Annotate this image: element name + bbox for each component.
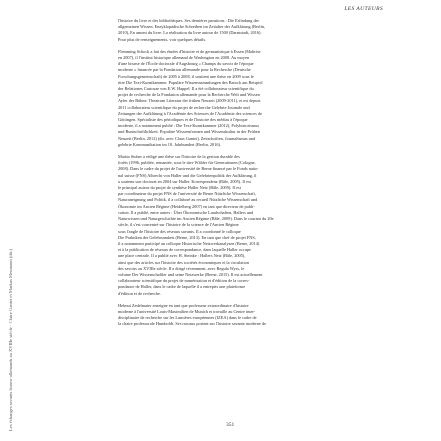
- text-line: projet de recherche de la Fondation allemande pour la Recherche Welt und Wissen: [118, 92, 260, 98]
- text-line: volume Der Wissenschaftler und seine Netzwerke (Berne, 2015). Il est actuellement: [118, 271, 263, 277]
- paragraph-3: [118, 154, 338, 297]
- text-line: pondance de Haller, dans le cadre de laquelle il a entrepris une plateforme: [118, 284, 246, 290]
- text-line: Ayfer der Bühne. Theatrum Literatur der frühen Neuzeit (2009-2011), et est depuis: [118, 98, 261, 104]
- text-line: cation. Il a publié, entre autres : Über Ökonomische Landschaften, Hallers und: [118, 209, 254, 215]
- text-line: Zeitungen der Aufklärung à l'Académie des Sciences de l'Académie des sciences de: [118, 110, 262, 116]
- text-column: [118, 18, 338, 334]
- text-line: ainsi que des articles sur l'histoire des sociétés économiques et la circulation: [118, 259, 249, 265]
- text-line: collaborateur scientifique du projet de numérisation et d'édition de la corres-: [118, 278, 250, 284]
- text-line: moderne, il a notamment publié : Die Text-Kunstkammer (2012), Polyhistorismus: [118, 123, 260, 129]
- text-line: 2011 collaborateur scientifique du projet de recherche Gelehrte Journale und: [118, 104, 250, 110]
- text-line: le principal auteur du projet de synthèse Haller Netz (Bâle, 2009). Il est: [118, 185, 241, 191]
- text-line: der Relationes Curiosae von E.W. Happel. Il a été collaborateur scientifique du: [118, 86, 254, 92]
- page-number: 351: [226, 422, 235, 428]
- text-line: moderne » financée par la Fondation allemande pour la Recherche (Deutsche: [118, 67, 251, 73]
- text-line: moderne à l'université Louis-Maximilien de Munich et travaille au Centre inter-: [118, 308, 256, 314]
- text-line: l'histoire du livre et des bibliothèques. Ses dernières parutions : Die Erfindung der: [118, 18, 259, 23]
- text-line: Naturwissen und Naturgeschichte im Ancien Régime (Bâle, 2009). Dans le courant du 20e: [118, 216, 274, 222]
- text-line: Helmut Zedelmaier enseigne en tant que professeur extraordinaire d'histoire: [118, 302, 249, 308]
- text-line: Flemming Schock a fait des études d'histoire et de germanistique à Essen (Maîtrise: [118, 48, 261, 54]
- text-line: en 2007), il l'institut historique allemand de Washington en 2008. Au moyen: [118, 55, 250, 61]
- text-line: Forschungsgemeinschaft) de 2005 à 2008, il soutient une thèse en 2009 sous le: [118, 73, 254, 79]
- paragraph-2: [118, 49, 338, 148]
- text-line: Pour plus de renseignements, voir quelques détails.: [118, 36, 207, 42]
- text-line: gelehrte Kommunikation im 18. Jahrhundert (Berlin, 2016).: [118, 141, 221, 147]
- text-line: 2008). Dans le cadre du projet de l'université de Berne financé par le Fonds natio-: [118, 166, 259, 172]
- text-line: une place centrale. Il a publié avec H. Steinke : Hallers Netz (Bâle, 2005),: [118, 253, 246, 259]
- text-line: Die Praktiken der Gelehrsamkeit (Berne, 2013). En tant que chef de projet FNS,: [118, 234, 256, 240]
- text-line: par coordinateur du projet FNS de l'université de Berne Nützliche Wissenschaft,: [118, 191, 256, 197]
- text-line: Göttingen. Spécialiste des périodiques et de l'histoire des médias à l'époque: [118, 117, 248, 123]
- text-line: 2010), En amont du livre. La réalisation du livre autour de 1500 (Darmstadt, 2016).: [118, 30, 262, 36]
- text-line: titre Die Text-Kunstkammer. Populäre Wissenssammlungen des Barock am Beispiel: [118, 79, 263, 85]
- text-line: d'édition et de recherche.: [118, 290, 162, 296]
- text-line: und Buntschriftlichkeit. Populäre Wissensformen und Wissenskultur in der Frühen: [118, 129, 260, 135]
- text-line: disciplinaire de recherche sur les Lumières européennes (IZEA) dans le cadre de: [118, 315, 257, 321]
- text-line: Ökonomie im Ancien Régime (Heidelberg 2007) en tant que directeur de publi-: [118, 203, 255, 209]
- paragraph-1: [118, 18, 338, 43]
- text-line: siècle, il s'est concentré sur l'histoire de la science de l'Ancien Régime: [118, 222, 239, 228]
- paragraph-4: [118, 303, 338, 328]
- running-header: LES AUTEURS: [344, 6, 383, 12]
- text-line: et à la publication de réseaux de correspondance, dans laquelle Haller occupe: [118, 247, 251, 253]
- text-line: a soutenu son doctorat en 2004 sur Haller. Korrespondenz (Bâle, 2005). Il est: [118, 178, 251, 184]
- side-margin-note: Les échanges savants franco-allemands au XVIIIe siècle · Claire Gantet et Markus Meumann (dir.): [8, 249, 13, 431]
- text-line: d'une bourse de l'École doctorale d'Augsbourg « Champs du savoir de l'époque: [118, 61, 254, 67]
- text-line: Martin Stuber a rédigé une thèse sur l'histoire de la gestion durable des: [118, 154, 240, 160]
- text-line: nal suisse (FNS) Albrecht von Haller und die Gelehrtenpolitik der Aufklärung, il: [118, 172, 257, 178]
- text-line: sous l'angle de l'histoire des réseaux savants. Il a coordonné le colloque: [118, 228, 241, 234]
- text-line: Naturaneignung und Politik, il a collaboré au recueil Nützliche Wissenschaft und: [118, 197, 258, 203]
- text-line: Neuzeit (Berlin, 2012) (dir. avec Claus Gantet), Zeitschriften, Journalismus und: [118, 135, 256, 141]
- text-line: forêts (1996, publiée, remaniée, sous le titre Wälder für Generationen (Cologne,: [118, 160, 256, 166]
- text-line: la chaire professorale Humboldt. Ses travaux portent sur l'histoire savante moderne de: [118, 321, 267, 327]
- text-line: allgemeinen Wissen. Enzyklopädische Schreiben im Zeitalter der Aufklärung (Berlin,: [118, 24, 265, 30]
- text-line: des savoirs au XVIIIe siècle. Il a dirigé récemment, avec Regula Wyss, le: [118, 265, 245, 271]
- text-line: il a notamment participé au colloque Historische Netzwerkanalysen (Berne, 2014): [118, 240, 260, 246]
